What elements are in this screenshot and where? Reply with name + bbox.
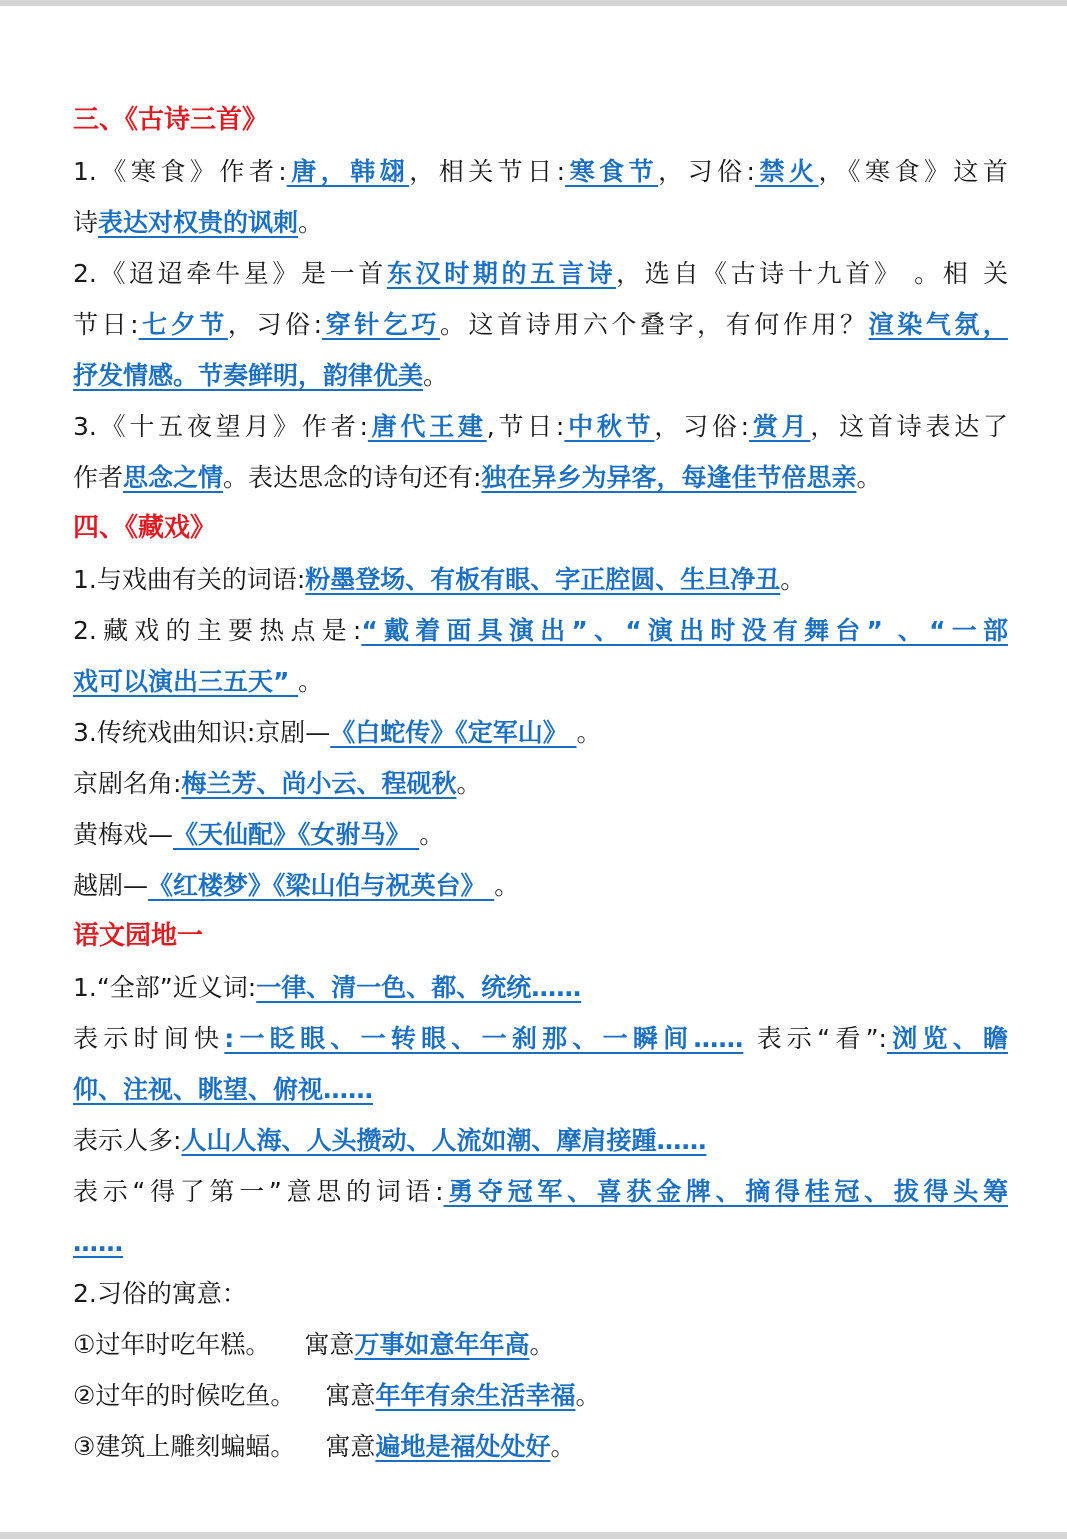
text: 节日:: [73, 310, 139, 339]
text: 。: [423, 361, 449, 390]
text: 。: [298, 667, 324, 696]
answer: ……: [73, 1228, 123, 1257]
answer: 遍地是福处处好: [375, 1432, 551, 1461]
text: 。: [529, 1330, 555, 1359]
text: 。: [575, 1381, 601, 1410]
text: ，选自《古诗十九首》 。相 关: [616, 259, 1008, 288]
answer: 赏月: [749, 412, 811, 441]
text: 1.《寒食》作者:: [73, 157, 287, 186]
answer: 禁火: [754, 157, 819, 186]
text: 寓意: [325, 1381, 376, 1410]
text: 2.《迢迢牵牛星》是一首: [73, 259, 387, 288]
answer: 表达对权贵的讽刺: [98, 208, 299, 237]
zangxi-line-4: [73, 707, 1008, 758]
document-page: [73, 95, 1008, 1472]
text: ②过年的时候吃鱼。: [73, 1381, 296, 1410]
custom-meaning-2: [73, 1370, 1008, 1421]
answer: 《天仙配》《女驸马》: [173, 820, 420, 849]
answer: 东汉时期的五言诗: [386, 259, 617, 288]
gushi-line-4: [73, 299, 1008, 350]
answer: 万事如意年年高: [354, 1330, 530, 1359]
text: 1.“全部”近义词:: [73, 973, 257, 1002]
zangxi-line-1: [73, 554, 1008, 605]
text: 表示人多:: [73, 1126, 182, 1155]
answer: 浏览、瞻: [886, 1024, 1008, 1053]
zangxi-line-7: [73, 860, 1008, 911]
zangxi-line-2: [73, 605, 1008, 656]
section-title-gushi: 三、《古诗三首》: [73, 105, 269, 135]
text: ，习俗:: [227, 310, 323, 339]
answer: 粉墨登场、有板有眼、字正腔圆、生旦净丑: [305, 565, 781, 594]
text: ,节日:: [486, 412, 565, 441]
answer: 寒食节: [565, 157, 659, 186]
text: 3.《十五夜望月》作者:: [73, 412, 368, 441]
answer: 《红楼梦》《梁山伯与祝英台》: [148, 871, 495, 900]
answer: :一眨眼、一转眼、一刹那、一瞬间……: [224, 1024, 744, 1053]
text: ，《寒食》这首: [818, 157, 1008, 186]
answer: 抒发情感。节奏鲜明，韵律优美: [73, 361, 424, 390]
text: 寓意: [325, 1432, 376, 1461]
yuwen-line-2: [73, 1013, 1008, 1064]
answer: 七夕节: [138, 310, 228, 339]
text: 。: [494, 871, 520, 900]
gushi-line-6: [73, 401, 1008, 452]
answer: 年年有余生活幸福: [375, 1381, 576, 1410]
text: 2.藏戏的主要热点是:: [73, 616, 362, 645]
answer: 《白蛇传》《定军山》: [330, 718, 577, 747]
answer: 一律、清一色、都、统统……: [256, 973, 582, 1002]
section-title-yuwen: 语文园地一: [73, 921, 204, 951]
gushi-line-1: [73, 146, 1008, 197]
gushi-line-2: [73, 197, 1008, 248]
answer: 梅兰芳、尚小云、程砚秋: [181, 769, 457, 798]
text: 。: [576, 718, 602, 747]
gushi-line-5: [73, 350, 1008, 401]
text: ③建筑上雕刻蝙蝠。: [73, 1432, 296, 1461]
gushi-line-7: [73, 452, 1008, 503]
zangxi-line-3: [73, 656, 1008, 707]
top-border: [0, 0, 1067, 6]
text: 诗: [73, 208, 99, 237]
text: 3.传统戏曲知识:京剧—: [73, 718, 331, 747]
text: 。: [298, 208, 324, 237]
section-title-zangxi: 四、《藏戏》: [73, 513, 217, 543]
text: 。这首诗用六个叠字，有何作用？: [439, 310, 869, 339]
text: 作者: [73, 463, 124, 492]
text: 表示“看”:: [743, 1024, 887, 1053]
text: 。: [856, 463, 882, 492]
text: 。: [456, 769, 482, 798]
answer: 独在异乡为异客，每逢佳节倍思亲: [481, 463, 857, 492]
answer: 渲染气氛，: [868, 310, 1008, 339]
answer: 人山人海、人头攒动、人流如潮、摩肩接踵……: [181, 1126, 707, 1155]
text: ①过年时吃年糕。: [73, 1330, 271, 1359]
answer: 唐，韩翃: [286, 157, 410, 186]
answer: 穿针乞巧: [322, 310, 440, 339]
text: ，这首诗表达了: [810, 412, 1008, 441]
text: 。: [780, 565, 806, 594]
answer: 仰、注视、眺望、俯视……: [73, 1075, 374, 1104]
text: 寓意: [304, 1330, 355, 1359]
text: ，相关节日:: [409, 157, 566, 186]
answer: 思念之情: [123, 463, 224, 492]
answer: 唐代王建: [367, 412, 487, 441]
text: 黄梅戏—: [73, 820, 174, 849]
gushi-line-3: [73, 248, 1008, 299]
answer: 勇夺冠军、喜获金牌、摘得桂冠、拔得头筹: [443, 1177, 1008, 1206]
yuwen-line-3: [73, 1064, 1008, 1115]
yuwen-line-1: [73, 962, 1008, 1013]
text: 越剧—: [73, 871, 149, 900]
yuwen-line-7: 2.习俗的寓意：: [73, 1279, 247, 1308]
text: 1.与戏曲有关的词语:: [73, 565, 306, 594]
yuwen-line-6: [73, 1217, 1008, 1268]
yuwen-line-5: [73, 1166, 1008, 1217]
text: 表示时间快: [73, 1024, 225, 1053]
text: 。: [550, 1432, 576, 1461]
answer: 戏可以演出三五天”: [73, 667, 299, 696]
text: 。表达思念的诗句还有:: [223, 463, 482, 492]
custom-meaning-3: [73, 1421, 1008, 1472]
answer: 中秋节: [564, 412, 655, 441]
text: 表示“得了第一”意思的词语:: [73, 1177, 444, 1206]
zangxi-line-5: [73, 758, 1008, 809]
answer: “戴着面具演出”、“演出时没有舞台” 、“一部: [361, 616, 1008, 645]
zangxi-line-6: [73, 809, 1008, 860]
yuwen-line-4: [73, 1115, 1008, 1166]
bottom-border: [0, 1532, 1067, 1539]
text: 京剧名角:: [73, 769, 182, 798]
text: ，习俗:: [654, 412, 750, 441]
text: ，习俗:: [658, 157, 755, 186]
text: 。: [419, 820, 445, 849]
custom-meaning-1: [73, 1319, 1008, 1370]
